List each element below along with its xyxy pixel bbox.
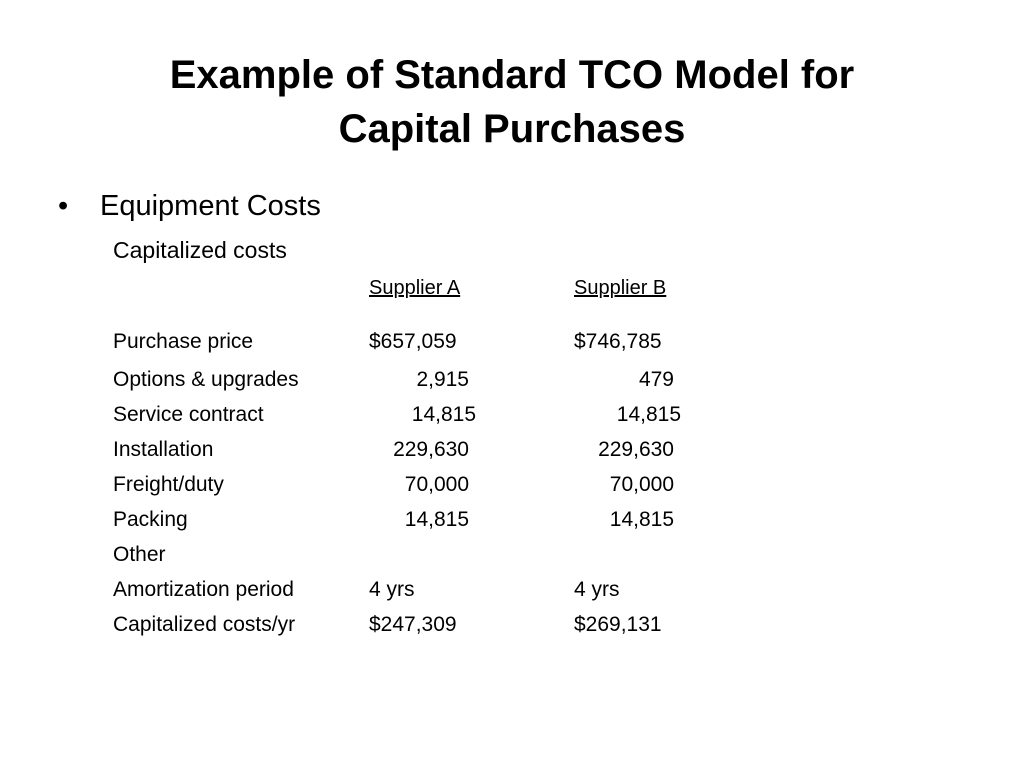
supplier-a-value: 2,915 (416, 368, 469, 391)
subheading-capitalized-costs: Capitalized costs (113, 237, 287, 263)
title-line-1: Example of Standard TCO Model for (169, 53, 855, 97)
supplier-b-value: 4 yrs (574, 578, 620, 601)
row-label: Service contract (113, 403, 264, 426)
supplier-b-value: 479 (638, 368, 674, 391)
row-label: Amortization period (113, 578, 294, 601)
row-label: Other (113, 543, 166, 566)
bullet-dot-icon: • (58, 190, 69, 222)
supplier-a-value: 14,815 (411, 403, 476, 426)
supplier-a-value: $247,309 (369, 613, 457, 636)
table-row (0, 611, 1024, 639)
table-row (0, 506, 1024, 534)
supplier-b-value: $746,785 (574, 330, 662, 353)
supplier-a-value: 229,630 (393, 438, 469, 461)
page-title (0, 48, 1024, 156)
supplier-b-value: 14,815 (616, 403, 681, 426)
column-header-supplier-b: Supplier B (574, 277, 667, 299)
supplier-b-value: 70,000 (609, 473, 674, 496)
bullet-text: Equipment Costs (100, 190, 321, 222)
supplier-b-value: $269,131 (574, 613, 662, 636)
row-label: Installation (113, 438, 214, 461)
supplier-a-value: 70,000 (404, 473, 469, 496)
supplier-b-value: 14,815 (609, 508, 674, 531)
table-row (0, 401, 1024, 429)
table-row (0, 471, 1024, 499)
table-row (0, 328, 1024, 356)
table-row (0, 366, 1024, 394)
column-header-supplier-a: Supplier A (369, 277, 461, 299)
table-row (0, 576, 1024, 604)
supplier-a-value: $657,059 (369, 330, 457, 353)
row-label: Packing (113, 508, 188, 531)
supplier-a-value: 14,815 (404, 508, 469, 531)
supplier-a-value: 4 yrs (369, 578, 415, 601)
table-row (0, 436, 1024, 464)
row-label: Options & upgrades (113, 368, 299, 391)
row-label: Freight/duty (113, 473, 224, 496)
table-row (0, 541, 1024, 569)
bullet-equipment-costs (58, 186, 321, 226)
title-line-2: Capital Purchases (338, 107, 686, 151)
supplier-b-value: 229,630 (598, 438, 674, 461)
row-label: Capitalized costs/yr (113, 613, 296, 636)
row-label: Purchase price (113, 330, 254, 353)
